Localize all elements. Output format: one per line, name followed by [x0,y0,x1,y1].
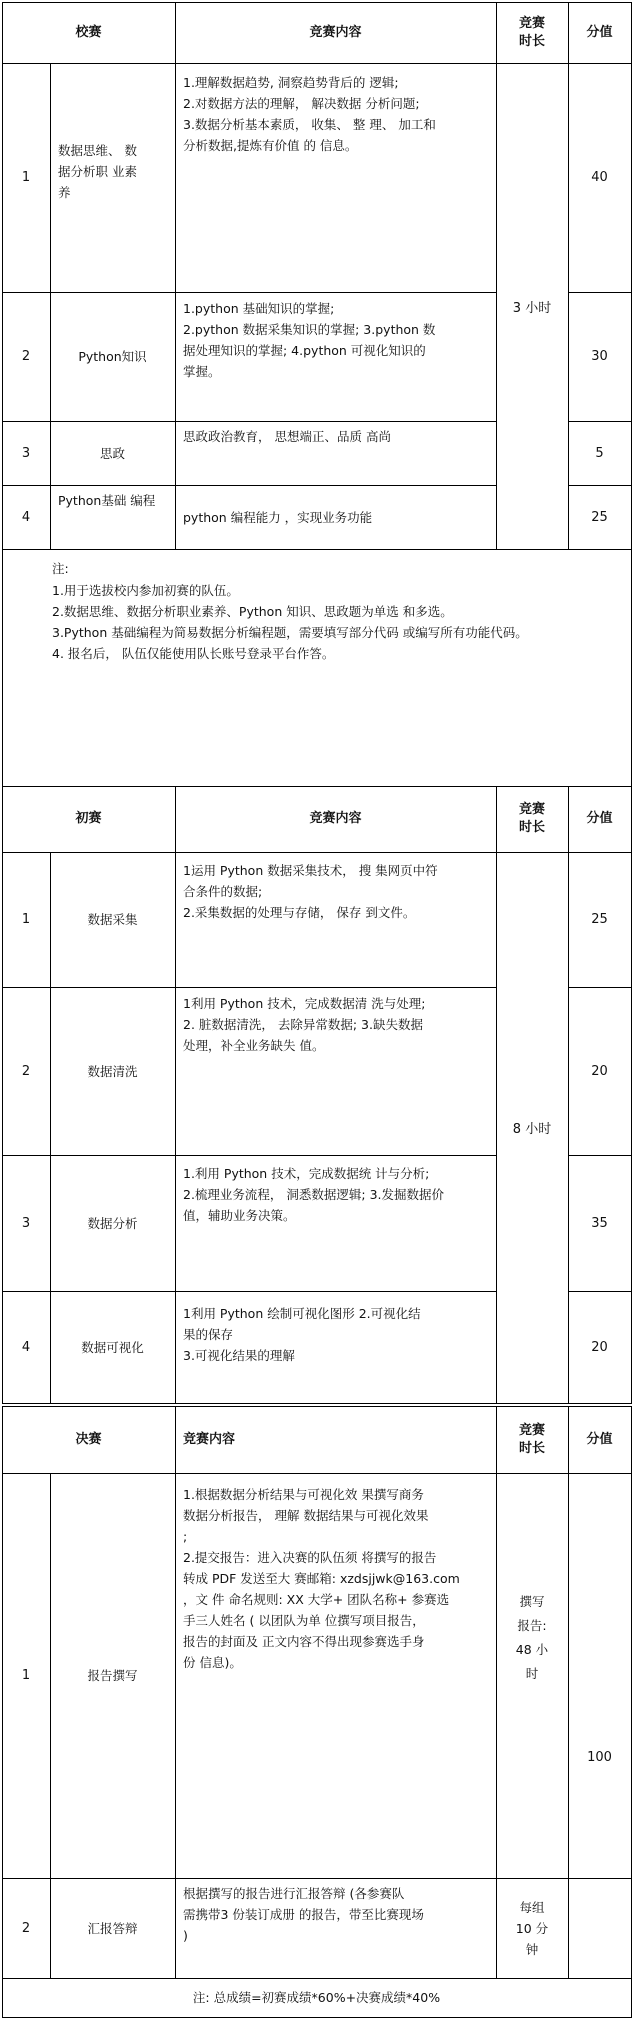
notes-lines: 1.用于选拔校内参加初赛的队伍。 2.数据思维、数据分析职业素养、Python 知识、思政题为单选 和多选。 3.Python 基础编程为简易数据分析编程题，需要填写部分代码 或编写所有功能代码。 4. 报名后， 队伍仅能使用队长账号登录平台作答。 [52,583,528,661]
row-number: 1 [21,1668,31,1683]
final-round-header-duration: 竞赛 时长 [518,1422,545,1456]
score-cell: 20 [591,1339,608,1355]
content-cell: python 编程能力 ，实现业务功能 [183,510,373,525]
preliminary-round-header-score: 分值 [586,811,613,826]
preliminary-round-duration: 8 小时 [512,1122,552,1137]
row-number: 1 [21,170,31,185]
final-round-header-score: 分值 [586,1431,613,1447]
topic-cell: Python基础 编程 [58,493,156,508]
school-round-header-duration: 竞赛 时长 [518,15,545,49]
score-cell: 100 [587,1750,612,1765]
score-cell: 25 [591,509,608,525]
content-cell: 1.利用 Python 技术，完成数据统 计与分析; 2.梳理业务流程， 洞悉数据逻辑; 3.发掘数据价 值，辅助业务决策。 [183,1166,445,1223]
duration-cell: 撰写 报告: 48 小 时 [515,1594,549,1681]
topic-cell: 思政 [99,445,125,461]
topic-cell: 数据分析 [87,1215,138,1231]
content-cell: 1利用 Python 技术，完成数据清 洗与处理; 2. 脏数据清洗， 去除异常数据; 3.缺失数据 处理，补全业务缺失 值。 [183,996,426,1053]
topic-cell: 数据清洗 [87,1063,138,1079]
row-number: 3 [21,445,31,461]
final-round-header-content: 竞赛内容 [183,1431,236,1447]
row-number: 1 [21,912,31,927]
score-cell: 30 [591,349,608,364]
row-number: 4 [21,1339,31,1355]
school-round-header-stage: 校赛 [75,24,102,40]
topic-cell: Python知识 [78,349,147,364]
preliminary-round-header-stage: 初赛 [75,811,102,826]
content-cell: 1.python 基础知识的掌握; 2.python 数据采集知识的掌握; 3.python 数 据处理知识的掌握; 4.python 可视化知识的 掌握。 [183,301,436,379]
score-cell: 35 [591,1215,608,1231]
content-cell: 1.理解数据趋势, 洞察趋势背后的 逻辑; 2.对数据方法的理解， 解决数据 分析问题; 3.数据分析基本素质， 收集、 整 理、 加工和 分析数据,提炼有价值 的 信息。 [183,75,436,153]
final-score-note: 注: 总成绩=初赛成绩*60%+决赛成绩*40% [192,1990,441,2005]
final-round-header-stage: 决赛 [75,1431,102,1447]
score-cell: 25 [591,912,608,927]
row-number: 2 [21,349,31,364]
topic-cell: 汇报答辩 [87,1920,138,1936]
score-cell: 5 [595,445,604,461]
school-round-duration: 3 小时 [512,300,552,316]
topic-cell: 数据可视化 [81,1339,144,1355]
content-cell: 1利用 Python 绘制可视化图形 2.可视化结 果的保存 3.可视化结果的理解 [183,1306,421,1363]
school-round-header-content: 竞赛内容 [309,24,362,40]
preliminary-round-header-duration: 竞赛 时长 [518,802,545,835]
content-cell: 1.根据数据分析结果与可视化效 果撰写商务 数据分析报告， 理解 数据结果与可视化效果 ; 2.提交报告：进入决赛的队伍须 将撰写的报告 转成 PDF 发送至大 赛邮箱: xzdsjjwk@163.com ，文 件 命名规则: XX 大学+ 团队名称+ 参赛选 手三人姓名 ( 以团队为单 位撰写项目报告， 报告的封面及 正文内容不得出现参赛选手身 份 信息)。 [183,1487,460,1670]
row-number: 2 [21,1063,31,1079]
topic-cell: 数据采集 [87,912,138,927]
duration-cell: 每组 10 分 钟 [515,1899,549,1957]
content-cell: 1运用 Python 数据采集技术， 搜 集网页中符 合条件的数据; 2.采集数据的处理与存储， 保存 到文件。 [183,863,438,920]
score-cell: 20 [591,1063,608,1079]
topic-cell: 数据思维、 数 据分析职 业素 养 [58,143,137,200]
content-cell: 根据撰写的报告进行汇报答辩 (各参赛队 需携带3 份装订成册 的报告，带至比赛现场 ) [183,1886,424,1943]
school-round-header-score: 分值 [586,24,613,40]
topic-cell: 报告撰写 [87,1668,138,1683]
preliminary-round-header-content: 竞赛内容 [309,811,362,826]
notes-title: 注: [52,561,69,576]
content-cell: 思政政治教育， 思想端正、品质 高尚 [183,429,391,444]
row-number: 2 [21,1920,31,1936]
row-number: 3 [21,1215,31,1231]
score-cell: 40 [591,170,608,185]
row-number: 4 [21,509,31,525]
